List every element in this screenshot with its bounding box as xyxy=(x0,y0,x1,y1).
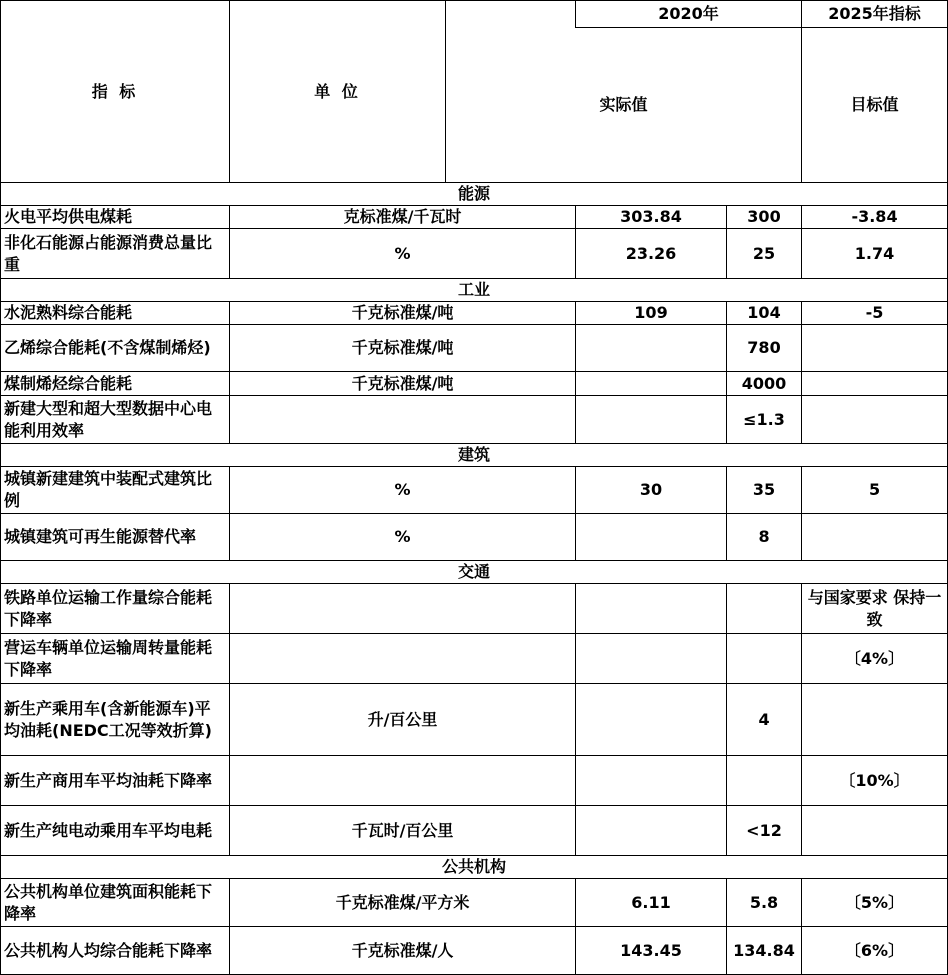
change-cell xyxy=(802,684,948,756)
indicator-cell: 新生产商用车平均油耗下降率 xyxy=(1,756,230,806)
actual-cell xyxy=(576,372,727,396)
section-title: 能源 xyxy=(1,183,948,206)
header-indicator: 指 标 xyxy=(1,1,230,183)
header-target: 目标值 xyxy=(802,28,948,183)
table-row xyxy=(1,325,948,372)
unit-cell: % xyxy=(230,514,576,561)
target-cell: <12 xyxy=(727,806,802,856)
indicator-cell: 煤制烯烃综合能耗 xyxy=(1,372,230,396)
target-cell xyxy=(727,756,802,806)
change-cell: 〔5%〕 xyxy=(802,879,948,927)
unit-cell: 升/百公里 xyxy=(230,684,576,756)
target-cell xyxy=(727,584,802,634)
indicator-cell: 新生产纯电动乘用车平均电耗 xyxy=(1,806,230,856)
header-year-2020: 2020年 xyxy=(576,1,802,28)
change-cell: 〔4%〕 xyxy=(802,634,948,684)
target-cell: 5.8 xyxy=(727,879,802,927)
target-cell xyxy=(727,634,802,684)
actual-cell xyxy=(576,584,727,634)
table-row xyxy=(1,806,948,856)
change-cell: 与国家要求 保持一致 xyxy=(802,584,948,634)
actual-cell: 23.26 xyxy=(576,229,727,279)
unit-cell xyxy=(230,396,576,444)
table-row xyxy=(1,467,948,514)
target-cell: ≤1.3 xyxy=(727,396,802,444)
actual-cell: 143.45 xyxy=(576,927,727,975)
unit-cell: % xyxy=(230,467,576,514)
actual-cell xyxy=(576,514,727,561)
change-cell: -3.84 xyxy=(802,206,948,229)
target-cell: 35 xyxy=(727,467,802,514)
target-cell: 8 xyxy=(727,514,802,561)
change-cell xyxy=(802,325,948,372)
actual-cell xyxy=(576,396,727,444)
change-cell xyxy=(802,806,948,856)
change-cell: 5 xyxy=(802,467,948,514)
indicator-cell: 城镇新建建筑中装配式建筑比例 xyxy=(1,467,230,514)
header-unit: 单 位 xyxy=(230,1,446,183)
change-cell: 1.74 xyxy=(802,229,948,279)
table-row xyxy=(1,634,948,684)
change-cell: 〔10%〕 xyxy=(802,756,948,806)
unit-cell: 千克标准煤/吨 xyxy=(230,372,576,396)
unit-cell: 千克标准煤/吨 xyxy=(230,325,576,372)
target-cell: 4 xyxy=(727,684,802,756)
target-cell: 4000 xyxy=(727,372,802,396)
target-cell: 780 xyxy=(727,325,802,372)
indicator-cell: 铁路单位运输工作量综合能耗下降率 xyxy=(1,584,230,634)
actual-cell xyxy=(576,806,727,856)
section-title: 交通 xyxy=(1,561,948,584)
actual-cell xyxy=(576,325,727,372)
unit-cell: % xyxy=(230,229,576,279)
table-row xyxy=(1,927,948,975)
target-cell: 134.84 xyxy=(727,927,802,975)
unit-cell xyxy=(230,756,576,806)
target-cell: 25 xyxy=(727,229,802,279)
indicator-cell: 营运车辆单位运输周转量能耗下降率 xyxy=(1,634,230,684)
unit-cell xyxy=(230,634,576,684)
header-actual: 实际值 xyxy=(446,28,802,183)
change-cell xyxy=(802,372,948,396)
unit-cell: 千克标准煤/人 xyxy=(230,927,576,975)
unit-cell: 克标准煤/千瓦时 xyxy=(230,206,576,229)
target-cell: 104 xyxy=(727,302,802,325)
actual-cell: 109 xyxy=(576,302,727,325)
change-cell xyxy=(802,396,948,444)
indicator-cell: 城镇建筑可再生能源替代率 xyxy=(1,514,230,561)
table-row xyxy=(1,514,948,561)
actual-cell xyxy=(576,756,727,806)
actual-cell: 6.11 xyxy=(576,879,727,927)
table-row xyxy=(1,302,948,325)
indicator-cell: 新建大型和超大型数据中心电能利用效率 xyxy=(1,396,230,444)
table-row xyxy=(1,229,948,279)
header-year-2025: 2025年指标 xyxy=(802,1,948,28)
indicator-cell: 乙烯综合能耗(不含煤制烯烃) xyxy=(1,325,230,372)
table-row xyxy=(1,879,948,927)
section-title: 公共机构 xyxy=(1,856,948,879)
indicator-cell: 公共机构单位建筑面积能耗下降率 xyxy=(1,879,230,927)
actual-cell xyxy=(576,684,727,756)
change-cell: -5 xyxy=(802,302,948,325)
table-row xyxy=(1,206,948,229)
change-cell xyxy=(802,514,948,561)
unit-cell xyxy=(230,584,576,634)
actual-cell xyxy=(576,634,727,684)
unit-cell: 千瓦时/百公里 xyxy=(230,806,576,856)
table-row xyxy=(1,684,948,756)
actual-cell: 303.84 xyxy=(576,206,727,229)
target-cell: 300 xyxy=(727,206,802,229)
section-title: 工业 xyxy=(1,279,948,302)
unit-cell: 千克标准煤/平方米 xyxy=(230,879,576,927)
indicator-cell: 火电平均供电煤耗 xyxy=(1,206,230,229)
table-row xyxy=(1,756,948,806)
indicator-cell: 非化石能源占能源消费总量比重 xyxy=(1,229,230,279)
unit-cell: 千克标准煤/吨 xyxy=(230,302,576,325)
indicator-cell: 新生产乘用车(含新能源车)平均油耗(NEDC工况等效折算) xyxy=(1,684,230,756)
table-row xyxy=(1,584,948,634)
actual-cell: 30 xyxy=(576,467,727,514)
table-row xyxy=(1,396,948,444)
section-title: 建筑 xyxy=(1,444,948,467)
header-blank xyxy=(446,1,576,28)
indicator-cell: 公共机构人均综合能耗下降率 xyxy=(1,927,230,975)
indicator-cell: 水泥熟料综合能耗 xyxy=(1,302,230,325)
table-row xyxy=(1,372,948,396)
change-cell: 〔6%〕 xyxy=(802,927,948,975)
